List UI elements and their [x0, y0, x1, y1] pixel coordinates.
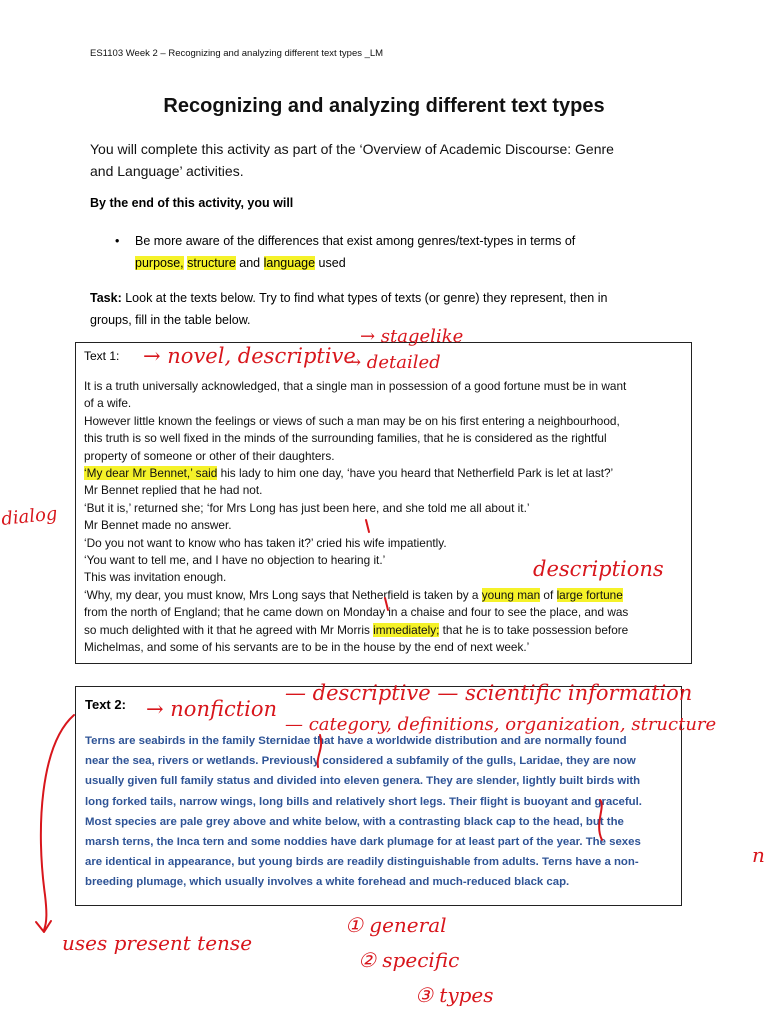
objective-text	[135, 230, 665, 274]
text1-line: Michelmas, and some of his servants are to be in the house by the end of next week.’	[84, 640, 530, 655]
text2-line: breeding plumage, which usually involves a white forehead and much-reduced black cap.	[85, 876, 570, 889]
task-line-2: groups, fill in the table below.	[90, 313, 251, 327]
text1-line: property of someone or other of their daughters.	[84, 448, 335, 463]
text1-line: ‘But it is,’ returned she; ‘for Mrs Long has just been here, and she told me all about it.’	[84, 500, 530, 515]
highlight-structure: structure	[187, 256, 236, 270]
annotation-novel: → novel, descriptive	[143, 344, 356, 368]
objectives-heading: By the end of this activity, you will	[90, 196, 294, 210]
document-header: ES1103 Week 2 – Recognizing and analyzing different text types _LM	[90, 48, 384, 59]
text1-line: Mr Bennet replied that he had not.	[84, 483, 263, 498]
objective-line-2	[135, 252, 665, 274]
annotation-dialog: dialog	[0, 503, 59, 530]
annotation-present-tense: uses present tense	[62, 931, 253, 955]
text1-line: this truth is so well fixed in the minds of the surrounding families, that he is considered as the rightful	[84, 431, 607, 446]
text1-paragraph-line	[84, 622, 684, 639]
text1-quote-rest: his lady to him one day, ‘have you heard that Netherfield Park is let at last?’	[217, 466, 614, 481]
task-paragraph	[90, 287, 680, 331]
text2-label: Text 2:	[85, 697, 126, 712]
intro-paragraph	[90, 138, 670, 182]
highlight-dear-mr-bennet: ‘My dear Mr Bennet,’ said	[84, 466, 218, 481]
text2-line: near the sea, rivers or wetlands. Previously considered a subfamily of the gulls, Laridae, they are now	[85, 755, 636, 768]
highlight-immediately: immediately;	[373, 622, 440, 637]
task-text-1: Look at the texts below. Try to find what types of texts (or genre) they represent, then in	[125, 291, 608, 305]
text1-seg: of	[540, 587, 557, 602]
word-used: used	[318, 256, 346, 270]
text2-line: long forked tails, narrow wings, long bills and relatively short legs. Their flight is buoyant and graceful.	[85, 795, 642, 808]
intro-line-1: You will complete this activity as part of the ‘Overview of Academic Discourse: Genre	[90, 141, 614, 157]
annotation-arrow-head	[36, 921, 51, 932]
annotation-margin-n: n	[752, 843, 765, 867]
text1-line: It is a truth universally acknowledged, that a single man in possession of a good fortune must be in want	[84, 379, 627, 393]
annotation-descriptive: — descriptive — scientific information	[285, 681, 693, 705]
text1-line: ‘You want to tell me, and I have no objection to hearing it.’	[84, 553, 386, 568]
text1-quote-line	[84, 465, 684, 482]
highlight-young-man: young man	[481, 587, 541, 602]
bullet-icon: •	[115, 234, 120, 248]
annotation-stagelike: → stagelike	[360, 326, 464, 347]
text2-line: Most species are pale grey above and white below, with a contrasting black cap to the head, but the	[85, 815, 624, 828]
text1-body	[84, 378, 684, 657]
text1-line: from the north of England; that he came down on Monday in a chaise and four to see the place, and was	[84, 605, 629, 620]
text2-body	[85, 731, 675, 893]
text1-line: of a wife.	[84, 396, 132, 411]
text1-paragraph-line	[84, 587, 684, 604]
text2-line: Terns are seabirds in the family Sternidae that have a worldwide distribution and are normally found	[85, 735, 627, 747]
task-label: Task:	[90, 291, 122, 305]
intro-line-2: and Language’ activities.	[90, 163, 244, 179]
annotation-category: — category, definitions, organization, structure	[285, 714, 717, 735]
word-and: and	[239, 256, 261, 270]
annotation-general: ① general	[345, 913, 447, 937]
text1-line: ‘Do you not want to know who has taken it?’ cried his wife impatiently.	[84, 535, 447, 550]
annotation-descriptions: descriptions	[533, 557, 664, 581]
highlight-purpose: purpose,	[135, 256, 184, 270]
annotation-types: ③ types	[415, 983, 494, 1007]
highlight-large-fortune: large fortune	[556, 587, 623, 602]
annotation-detailed: → detailed	[346, 352, 441, 373]
text2-line: marsh terns, the Inca tern and some noddies have dark plumage for at least part of the year. The sexes	[85, 836, 641, 849]
text1-label: Text 1:	[84, 349, 120, 363]
text1-seg: that he is to take possession before	[439, 622, 629, 637]
page-title: Recognizing and analyzing different text types	[163, 95, 605, 117]
annotation-bracket-arrow	[41, 715, 74, 930]
annotation-specific: ② specific	[358, 948, 460, 972]
text1-line: However little known the feelings or views of such a man may be on his first entering a neighbourhood,	[84, 413, 620, 428]
task-line-1	[90, 287, 680, 309]
text1-line: This was invitation enough.	[84, 570, 227, 585]
text1-seg: ‘Why, my dear, you must know, Mrs Long says that Netherfield is taken by a	[84, 587, 482, 602]
text2-line: usually given full family status and divided into eleven genera. They are slender, lightly built birds with	[85, 775, 641, 788]
annotation-nonfiction: → nonfiction	[146, 697, 278, 721]
text1-line: Mr Bennet made no answer.	[84, 518, 232, 533]
text1-seg: so much delighted with it that he agreed with Mr Morris	[84, 622, 374, 637]
highlight-language: language	[263, 256, 316, 270]
text2-line: are identical in appearance, but young birds are readily distinguishable from adults. Terns have a non-	[85, 856, 639, 869]
objective-line-1: Be more aware of the differences that exist among genres/text-types in terms of	[135, 234, 576, 248]
